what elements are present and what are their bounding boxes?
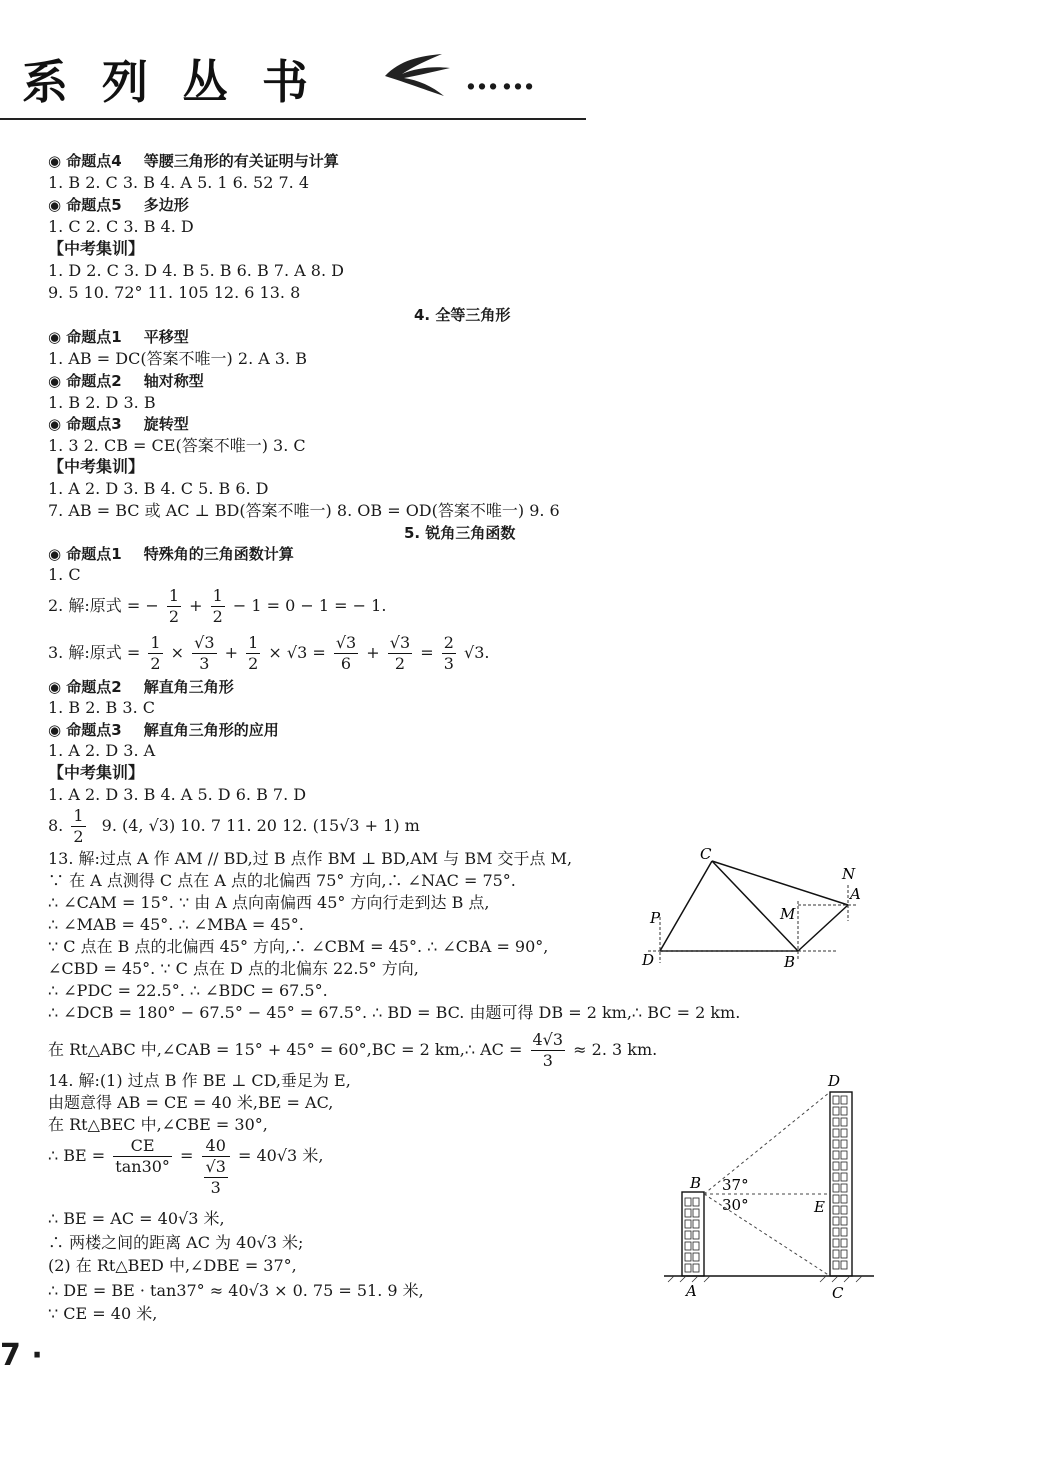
label-E: E bbox=[814, 1198, 825, 1216]
answer-line: 1. B 2. B 3. C bbox=[48, 698, 155, 717]
topic-heading: ◉ 命题点3 解直角三角形的应用 bbox=[48, 721, 279, 739]
solution-line-q2: 2. 解:原式 = − $\frac{1}{2}$ + $\frac{1}{2}$ − 1 = 0 − 1 = − 1. bbox=[48, 586, 387, 626]
window-tall-building bbox=[833, 1107, 839, 1115]
window-small-building bbox=[693, 1242, 699, 1250]
page-number: 7 · bbox=[0, 1338, 43, 1373]
answer-line: 1. A 2. D 3. B 4. A 5. D 6. B 7. D bbox=[48, 785, 307, 804]
window-tall-building bbox=[841, 1250, 847, 1258]
window-small-building bbox=[693, 1209, 699, 1217]
ground-hatch bbox=[668, 1276, 862, 1282]
answer-line: 9. 5 10. 72° 11. 105 12. 6 13. 8 bbox=[48, 283, 301, 302]
window-tall-building bbox=[841, 1129, 847, 1137]
answer-line: 7. AB = BC 或 AC ⊥ BD(答案不唯一) 8. OB = OD(答案不唯一) 9. 6 bbox=[48, 501, 560, 520]
window-tall-building bbox=[833, 1250, 839, 1258]
solution-line-q3: 3. 解:原式 = $\frac{1}{2}$ × $\frac{√3}{3}$ + $\frac{1}{2}$ × √3 = $\frac{√3}{6}$ + $\frac{√3}{2}$ = $\frac{2}{3}$ √3. bbox=[48, 633, 490, 673]
label-M: M bbox=[780, 905, 796, 923]
q14-line: (2) 在 Rt△BED 中,∠DBE = 37°, bbox=[48, 1256, 297, 1275]
label-D: D bbox=[828, 1072, 841, 1090]
answer-line: 1. AB = DC(答案不唯一) 2. A 3. B bbox=[48, 349, 307, 368]
q14-line: ∴ 两楼之间的距离 AC 为 40√3 米; bbox=[48, 1233, 304, 1252]
angle-37: 37° bbox=[722, 1176, 749, 1194]
answer-line: 1. D 2. C 3. D 4. B 5. B 6. B 7. A 8. D bbox=[48, 261, 344, 280]
topic-heading: ◉ 命题点4 等腰三角形的有关证明与计算 bbox=[48, 152, 339, 170]
building-windows-tall bbox=[833, 1096, 847, 1269]
fraction: $\frac{1}{2}$ bbox=[248, 633, 259, 673]
window-tall-building bbox=[833, 1217, 839, 1225]
fraction: $\frac{√3}{2}$ bbox=[389, 633, 411, 673]
window-tall-building bbox=[833, 1261, 839, 1269]
window-tall-building bbox=[833, 1184, 839, 1192]
fraction: $\frac{2}{3}$ bbox=[443, 633, 454, 673]
topic-heading: ◉ 命题点3 旋转型 bbox=[48, 415, 189, 433]
label-B: B bbox=[784, 953, 796, 971]
window-small-building bbox=[685, 1198, 691, 1206]
window-small-building bbox=[693, 1198, 699, 1206]
q13-line: ∵ C 点在 B 点的北偏西 45° 方向,∴ ∠CBM = 45°. ∴ ∠CBA = 90°, bbox=[48, 937, 549, 956]
fraction: $\frac{√3}{3}$ bbox=[205, 1157, 226, 1197]
window-small-building bbox=[685, 1209, 691, 1217]
window-tall-building bbox=[841, 1140, 847, 1148]
topic-heading: ◉ 命题点5 多边形 bbox=[48, 196, 189, 214]
answer-line: 1. B 2. D 3. B bbox=[48, 393, 156, 412]
window-tall-building bbox=[833, 1162, 839, 1170]
series-banner bbox=[0, 0, 590, 118]
window-small-building bbox=[685, 1264, 691, 1272]
window-tall-building bbox=[833, 1173, 839, 1181]
answer-line: 1. C bbox=[48, 565, 81, 584]
banner-rule bbox=[0, 118, 586, 120]
window-tall-building bbox=[833, 1239, 839, 1247]
fraction: $\frac{1}{2}$ bbox=[150, 633, 161, 673]
window-tall-building bbox=[833, 1096, 839, 1104]
zhongkao-heading: 【中考集训】 bbox=[48, 457, 145, 476]
topic-heading: ◉ 命题点1 平移型 bbox=[48, 328, 189, 346]
complex-fraction: $\frac{40}{\frac{√3}{3}}$ bbox=[202, 1136, 230, 1198]
label-D: D bbox=[642, 951, 655, 969]
window-tall-building bbox=[841, 1239, 847, 1247]
window-tall-building bbox=[841, 1228, 847, 1236]
window-tall-building bbox=[833, 1206, 839, 1214]
topic-heading: ◉ 命题点2 解直角三角形 bbox=[48, 678, 234, 696]
q14-line: 由题意得 AB = CE = 40 米,BE = AC, bbox=[48, 1093, 334, 1112]
building-windows-small bbox=[685, 1198, 699, 1272]
fraction: $\frac{CE}{\tan 30^\circ}$ bbox=[115, 1136, 170, 1176]
q13-line: 13. 解:过点 A 作 AM // BD,过 B 点作 BM ⊥ BD,AM 与 BM 交于点 M, bbox=[48, 849, 573, 868]
fraction: $\frac{1}{2}$ bbox=[168, 586, 180, 626]
topic-heading: ◉ 命题点1 特殊角的三角函数计算 bbox=[48, 545, 294, 563]
fraction: $\frac{1}{2}$ bbox=[73, 806, 84, 846]
window-small-building bbox=[693, 1220, 699, 1228]
q13-line: ∴ ∠CAM = 15°. ∵ 由 A 点向南偏西 45° 方向行走到达 B 点, bbox=[48, 893, 490, 912]
leaf-decoration-icon bbox=[380, 50, 460, 100]
answer-line: 1. B 2. C 3. B 4. A 5. 1 6. 52 7. 4 bbox=[48, 173, 310, 192]
q13-line: ∴ ∠MAB = 45°. ∴ ∠MBA = 45°. bbox=[48, 915, 304, 934]
window-small-building bbox=[693, 1264, 699, 1272]
answer-line: 1. C 2. C 3. B 4. D bbox=[48, 217, 194, 236]
label-A: A bbox=[850, 885, 861, 903]
fraction: $\frac{4√3}{3}$ bbox=[532, 1030, 564, 1070]
fraction: $\frac{1}{2}$ bbox=[212, 586, 223, 626]
label-P: P bbox=[650, 909, 661, 927]
answer-line: 1. A 2. D 3. B 4. C 5. B 6. D bbox=[48, 479, 269, 498]
window-tall-building bbox=[841, 1118, 847, 1126]
window-small-building bbox=[685, 1253, 691, 1261]
window-tall-building bbox=[841, 1184, 847, 1192]
q14-line: ∵ CE = 40 米, bbox=[48, 1304, 158, 1323]
window-small-building bbox=[693, 1231, 699, 1239]
q14-line: ∴ DE = BE · tan37° ≈ 40√3 × 0. 75 = 51. 9 米, bbox=[48, 1281, 424, 1300]
q14-line: ∴ BE = $\frac{CE}{\tan 30^\circ}$ = $\frac{40}{\frac{√3}{3}}$ = 40√3 米, bbox=[48, 1136, 324, 1197]
zhongkao-heading: 【中考集训】 bbox=[48, 763, 145, 782]
label-B: B bbox=[690, 1174, 702, 1192]
section-title: 5. 锐角三角函数 bbox=[404, 524, 516, 542]
window-tall-building bbox=[841, 1195, 847, 1203]
q13-line: ∵ 在 A 点测得 C 点在 A 点的北偏西 75° 方向,∴ ∠NAC = 75°. bbox=[48, 871, 516, 890]
label-N: N bbox=[842, 865, 856, 883]
window-tall-building bbox=[841, 1096, 847, 1104]
fraction: $\frac{√3}{3}$ bbox=[194, 633, 215, 673]
window-tall-building bbox=[841, 1206, 847, 1214]
answer-line: 1. 3 2. CB = CE(答案不唯一) 3. C bbox=[48, 436, 306, 455]
q13-line: ∴ ∠PDC = 22.5°. ∴ ∠BDC = 67.5°. bbox=[48, 981, 328, 1000]
q14-figure bbox=[660, 1070, 880, 1302]
window-tall-building bbox=[841, 1107, 847, 1115]
window-tall-building bbox=[833, 1129, 839, 1137]
window-small-building bbox=[693, 1253, 699, 1261]
banner-dots: …… bbox=[465, 58, 537, 98]
label-C: C bbox=[832, 1284, 844, 1302]
answer-line-8-12: 8. $\frac{1}{2}$ 9. (4, √3) 10. 7 11. 20 12. (15√3 + 1) m bbox=[48, 806, 420, 846]
window-tall-building bbox=[833, 1151, 839, 1159]
label-C: C bbox=[700, 845, 712, 863]
window-tall-building bbox=[841, 1162, 847, 1170]
window-tall-building bbox=[833, 1195, 839, 1203]
window-small-building bbox=[685, 1242, 691, 1250]
q14-line: ∴ BE = AC = 40√3 米, bbox=[48, 1209, 225, 1228]
window-tall-building bbox=[841, 1217, 847, 1225]
window-small-building bbox=[685, 1231, 691, 1239]
window-tall-building bbox=[841, 1173, 847, 1181]
window-tall-building bbox=[833, 1140, 839, 1148]
q13-line: ∠CBD = 45°. ∵ C 点在 D 点的北偏东 22.5° 方向, bbox=[48, 959, 419, 978]
window-tall-building bbox=[833, 1118, 839, 1126]
topic-heading: ◉ 命题点2 轴对称型 bbox=[48, 372, 204, 390]
window-small-building bbox=[685, 1220, 691, 1228]
label-A: A bbox=[686, 1282, 697, 1300]
q14-line: 在 Rt△BEC 中,∠CBE = 30°, bbox=[48, 1115, 268, 1134]
q13-line: 在 Rt△ABC 中,∠CAB = 15° + 45° = 60°,BC = 2 km,∴ AC = $\frac{4√3}{3}$ ≈ 2. 3 km. bbox=[48, 1030, 658, 1070]
window-tall-building bbox=[833, 1228, 839, 1236]
q13-figure bbox=[630, 845, 870, 975]
section-title: 4. 全等三角形 bbox=[414, 306, 511, 324]
window-tall-building bbox=[841, 1261, 847, 1269]
window-tall-building bbox=[841, 1151, 847, 1159]
fraction: $\frac{√3}{6}$ bbox=[335, 633, 357, 673]
series-title: 系列丛书 bbox=[22, 55, 342, 109]
answer-line: 1. A 2. D 3. A bbox=[48, 741, 156, 760]
angle-30: 30° bbox=[722, 1196, 749, 1214]
q14-line: 14. 解:(1) 过点 B 作 BE ⊥ CD,垂足为 E, bbox=[48, 1071, 351, 1090]
q13-line: ∴ ∠DCB = 180° − 67.5° − 45° = 67.5°. ∴ BD = BC. 由题可得 DB = 2 km,∴ BC = 2 km. bbox=[48, 1003, 741, 1022]
zhongkao-heading: 【中考集训】 bbox=[48, 239, 145, 258]
